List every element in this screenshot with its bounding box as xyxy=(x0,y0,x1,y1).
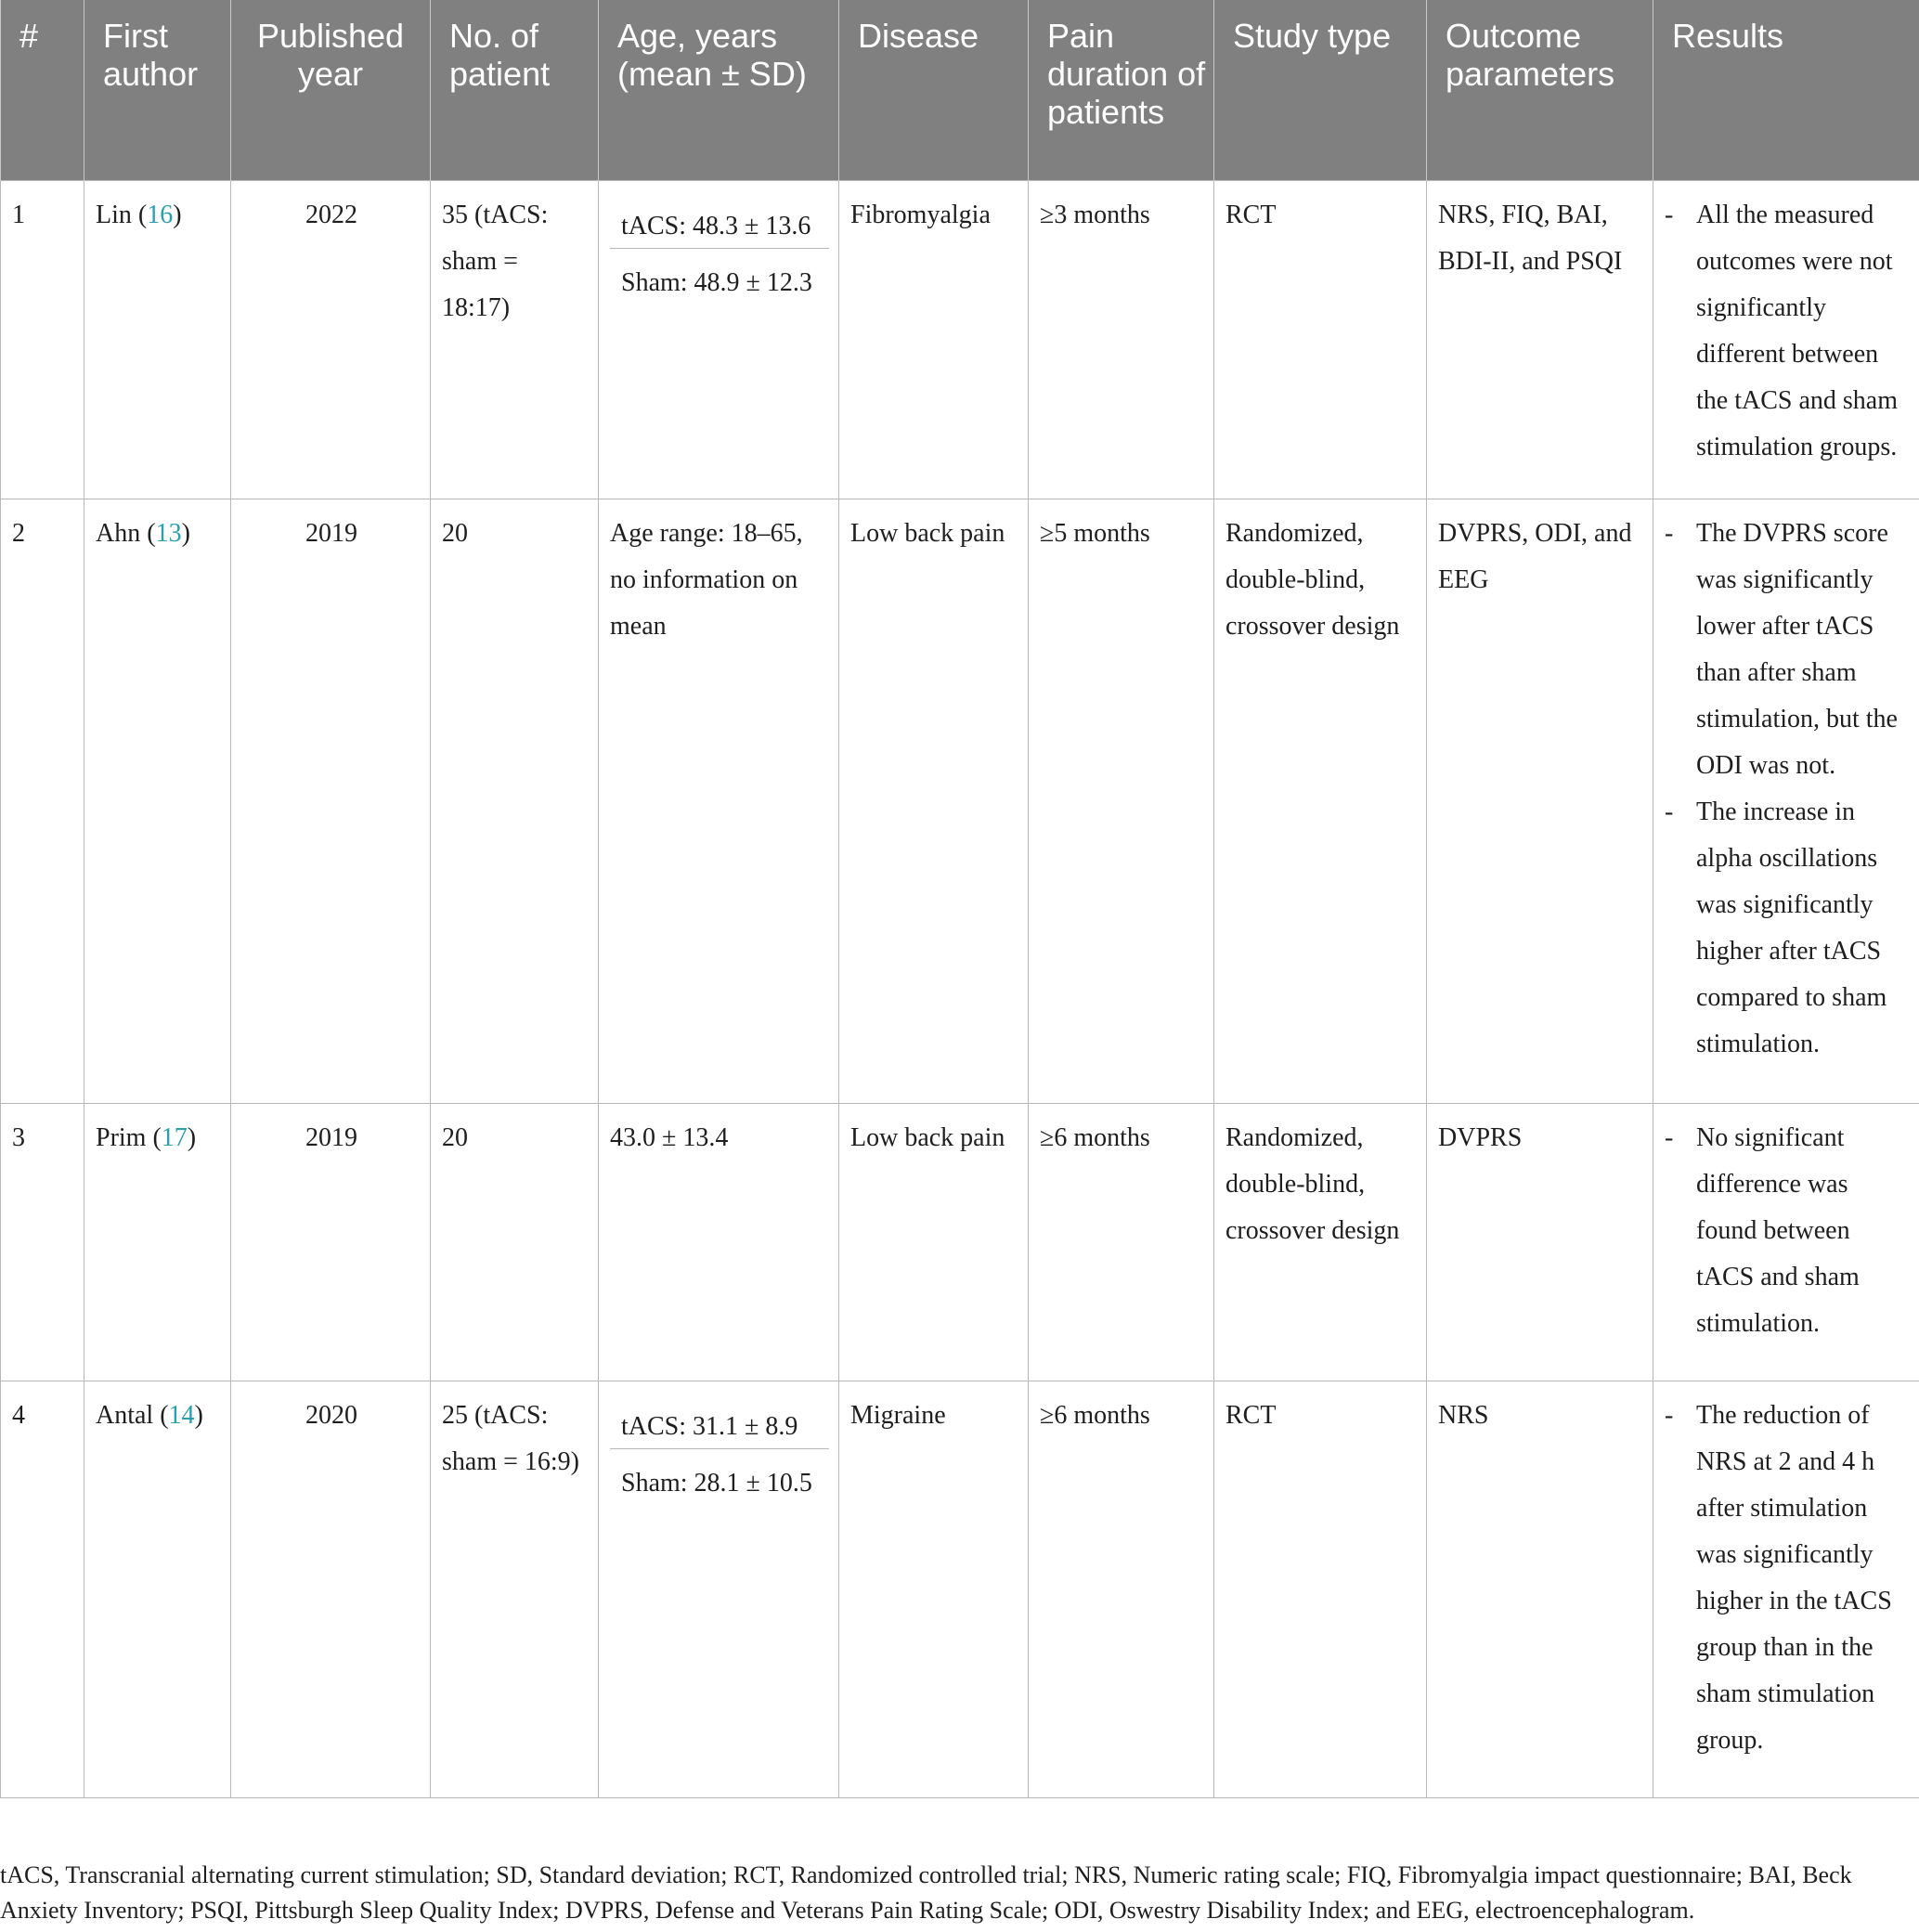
results-list xyxy=(1665,1115,1910,1347)
published-year-cell: 2020 xyxy=(231,1381,431,1797)
bullet-dash: - xyxy=(1665,1400,1674,1430)
results-list xyxy=(1665,511,1910,1068)
result-text: No significant difference was found between tACS and sham stimulation. xyxy=(1696,1122,1860,1338)
header-row xyxy=(1,0,1919,180)
patient-count-cell: 25 (tACS: sham = 16:9) xyxy=(431,1381,599,1797)
bullet-dash: - xyxy=(1665,797,1674,826)
result-text: The reduction of NRS at 2 and 4 h after stimulation was significantly higher in the tACS group than in the sham stimulation group. xyxy=(1696,1400,1892,1755)
published-year-cell: 2019 xyxy=(231,499,431,1103)
table-row xyxy=(1,180,1919,499)
bullet-dash: - xyxy=(1665,200,1674,229)
first-author-cell: Antal (14) xyxy=(84,1381,231,1797)
first-author-cell: Prim (17) xyxy=(84,1103,231,1381)
patient-count-cell: 20 xyxy=(431,499,599,1103)
bullet-dash: - xyxy=(1665,1122,1674,1152)
result-item xyxy=(1665,1393,1910,1764)
age-cell: 43.0 ± 13.4 xyxy=(599,1103,839,1381)
patient-count-cell: 20 xyxy=(431,1103,599,1381)
bullet-dash: - xyxy=(1665,518,1674,548)
age-tacs: tACS: 48.3 ± 13.6 xyxy=(610,192,829,249)
author-name: Antal xyxy=(96,1400,154,1430)
pain-duration-cell: ≥5 months xyxy=(1029,499,1214,1103)
result-item xyxy=(1665,192,1910,471)
age-cell: Age range: 18–65, no information on mean xyxy=(599,499,839,1103)
result-text: The increase in alpha oscillations was significantly higher after tACS compared to sham stimulation. xyxy=(1696,797,1887,1058)
age-tacs: tACS: 31.1 ± 8.9 xyxy=(610,1393,829,1449)
table-row xyxy=(1,499,1919,1103)
header-published-year: Published year xyxy=(231,0,431,180)
outcome-cell: DVPRS xyxy=(1427,1103,1653,1381)
results-cell xyxy=(1653,499,1919,1103)
pain-duration-cell: ≥6 months xyxy=(1029,1381,1214,1797)
reference-link[interactable]: 16 xyxy=(147,200,174,229)
study-type-cell: RCT xyxy=(1214,180,1427,499)
study-type-cell: Randomized, double-blind, crossover design xyxy=(1214,499,1427,1103)
result-item xyxy=(1665,1115,1910,1347)
published-year-cell: 2022 xyxy=(231,180,431,499)
row-number: 3 xyxy=(1,1103,84,1381)
header-no-patient: No. of patient xyxy=(431,0,599,180)
row-number: 2 xyxy=(1,499,84,1103)
disease-cell: Low back pain xyxy=(839,1103,1029,1381)
author-name: Lin xyxy=(96,200,132,229)
study-type-cell: RCT xyxy=(1214,1381,1427,1797)
reference-link[interactable]: 14 xyxy=(168,1400,195,1430)
results-cell xyxy=(1653,1103,1919,1381)
reference-link[interactable]: 13 xyxy=(155,518,182,548)
header-pain-duration: Pain duration of patients xyxy=(1029,0,1214,180)
age-cell xyxy=(599,180,839,499)
first-author-cell: Ahn (13) xyxy=(84,499,231,1103)
header-results: Results xyxy=(1653,0,1919,180)
row-number: 1 xyxy=(1,180,84,499)
header-outcome: Outcome parameters xyxy=(1427,0,1653,180)
author-name: Prim xyxy=(96,1122,147,1152)
disease-cell: Low back pain xyxy=(839,499,1029,1103)
result-item xyxy=(1665,511,1910,789)
result-text: The DVPRS score was significantly lower after tACS than after sham stimulation, but the ODI was not. xyxy=(1696,518,1898,780)
results-cell xyxy=(1653,180,1919,499)
age-cell xyxy=(599,1381,839,1797)
outcome-cell: NRS xyxy=(1427,1381,1653,1797)
result-item xyxy=(1665,789,1910,1068)
table-body xyxy=(1,180,1919,1797)
reference-link[interactable]: 17 xyxy=(161,1122,188,1152)
outcome-cell: DVPRS, ODI, and EEG xyxy=(1427,499,1653,1103)
age-sham: Sham: 28.1 ± 10.5 xyxy=(621,1468,812,1498)
header-age: Age, years (mean ± SD) xyxy=(599,0,839,180)
result-text: All the measured outcomes were not significantly different between the tACS and sham stimulation groups. xyxy=(1696,200,1898,461)
published-year-cell: 2019 xyxy=(231,1103,431,1381)
disease-cell: Migraine xyxy=(839,1381,1029,1797)
results-list xyxy=(1665,192,1910,471)
results-list xyxy=(1665,1393,1910,1764)
study-type-cell: Randomized, double-blind, crossover design xyxy=(1214,1103,1427,1381)
header-num: # xyxy=(1,0,84,180)
outcome-cell: NRS, FIQ, BAI, BDI-II, and PSQI xyxy=(1427,180,1653,499)
header-study-type: Study type xyxy=(1214,0,1427,180)
first-author-cell: Lin (16) xyxy=(84,180,231,499)
disease-cell: Fibromyalgia xyxy=(839,180,1029,499)
header-disease: Disease xyxy=(839,0,1029,180)
age-sham: Sham: 48.9 ± 12.3 xyxy=(621,267,812,297)
table-footnote: tACS, Transcranial alternating current stimulation; SD, Standard deviation; RCT, Randomized controlled trial; NRS, Numeric rating scale; FIQ, Fibromyalgia impact questionnaire; BAI, Beck Anxiety Inventory; PSQI, Pittsburgh Sleep Quality Index; DVPRS, Defense and Veterans Pain Rating Scale; ODI, Oswestry Disability Index; and EEG, electroencephalogram. xyxy=(0,1861,1852,1924)
pain-duration-cell: ≥3 months xyxy=(1029,180,1214,499)
patient-count-cell: 35 (tACS: sham = 18:17) xyxy=(431,180,599,499)
table-row xyxy=(1,1381,1919,1797)
pain-duration-cell: ≥6 months xyxy=(1029,1103,1214,1381)
author-name: Ahn xyxy=(96,518,141,548)
table-row xyxy=(1,1103,1919,1381)
results-cell xyxy=(1653,1381,1919,1797)
header-first-author: First author xyxy=(84,0,231,180)
row-number: 4 xyxy=(1,1381,84,1797)
